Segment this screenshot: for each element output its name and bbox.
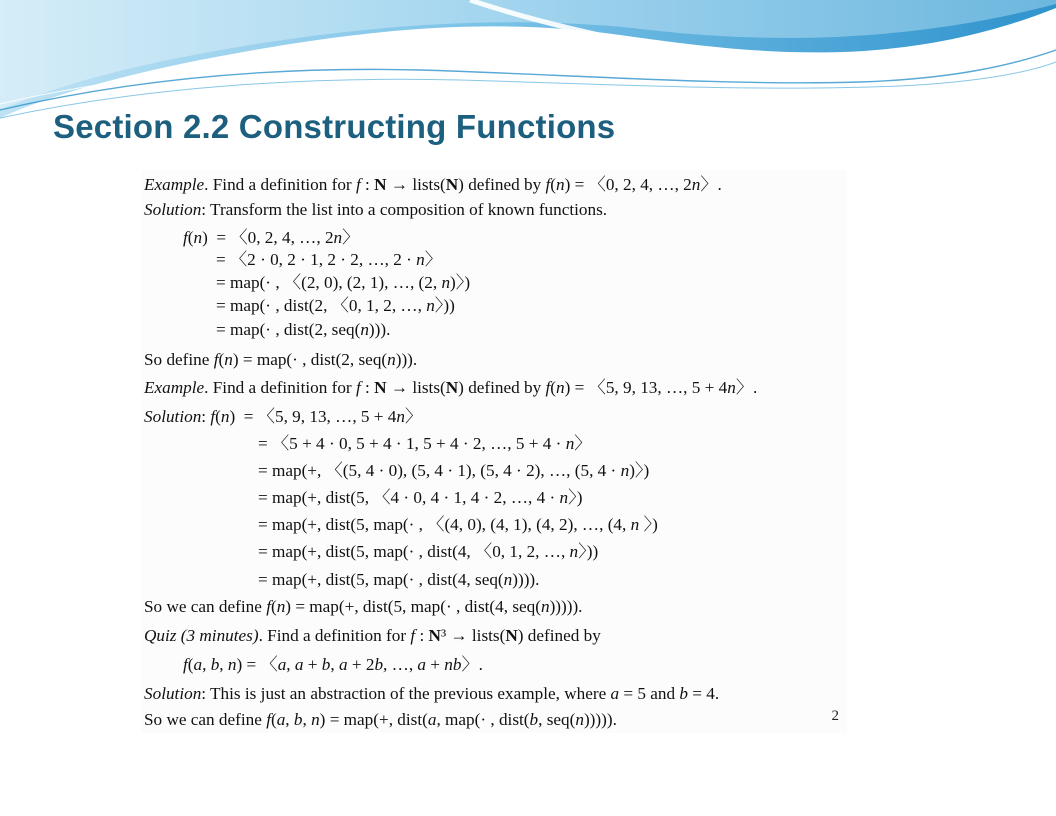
text-line: Example. Find a definition for f : N → lists(N) defined by f(n) = 〈5, 9, 13, …, 5 + 4n〉. xyxy=(144,378,758,397)
page-number: 2 xyxy=(831,708,839,724)
text-line: Quiz (3 minutes). Find a definition for f : N³ → lists(N) defined by xyxy=(144,626,601,645)
text-line: So define f(n) = map(· , dist(2, seq(n))). xyxy=(144,350,418,369)
textbook-excerpt xyxy=(141,170,847,733)
text-line: = 〈2 · 0, 2 · 1, 2 · 2, …, 2 · n〉 xyxy=(216,250,442,269)
text-line: So we can define f(a, b, n) = map(+, dist(a, map(· , dist(b, seq(n))))). xyxy=(144,710,617,729)
slide-title: Section 2.2 Constructing Functions xyxy=(53,108,616,145)
text-line: = map(· , dist(2, 〈0, 1, 2, …, n〉)) xyxy=(216,296,455,315)
text-line: f(n) = 〈0, 2, 4, …, 2n〉 xyxy=(183,228,360,247)
text-line: Example. Find a definition for f : N → lists(N) defined by f(n) = 〈0, 2, 4, …, 2n〉. xyxy=(144,175,722,194)
text-line: Solution: This is just an abstraction of the previous example, where a = 5 and b = 4. xyxy=(144,684,720,703)
text-line: = map(+, 〈(5, 4 · 0), (5, 4 · 1), (5, 4 · 2), …, (5, 4 · n)〉) xyxy=(258,461,650,480)
text-line: = map(· , dist(2, seq(n))). xyxy=(216,320,391,339)
text-line: Solution: f(n) = 〈5, 9, 13, …, 5 + 4n〉 xyxy=(144,407,423,426)
text-line: = 〈5 + 4 · 0, 5 + 4 · 1, 5 + 4 · 2, …, 5 + 4 · n〉 xyxy=(258,434,592,453)
text-line: = map(+, dist(5, map(· , dist(4, 〈0, 1, 2, …, n〉)) xyxy=(258,542,599,561)
text-line: Solution: Transform the list into a composition of known functions. xyxy=(144,200,608,219)
text-line: = map(+, dist(5, map(· , dist(4, seq(n)))). xyxy=(258,570,540,589)
text-line: f(a, b, n) = 〈a, a + b, a + 2b, …, a + nb〉. xyxy=(183,655,483,674)
text-line: So we can define f(n) = map(+, dist(5, map(· , dist(4, seq(n))))). xyxy=(144,597,583,616)
text-line: = map(· , 〈(2, 0), (2, 1), …, (2, n)〉) xyxy=(216,273,471,292)
text-line: = map(+, dist(5, map(· , 〈(4, 0), (4, 1), (4, 2), …, (4, n 〉) xyxy=(258,515,658,534)
text-line: = map(+, dist(5, 〈4 · 0, 4 · 1, 4 · 2, …, 4 · n〉) xyxy=(258,488,583,507)
